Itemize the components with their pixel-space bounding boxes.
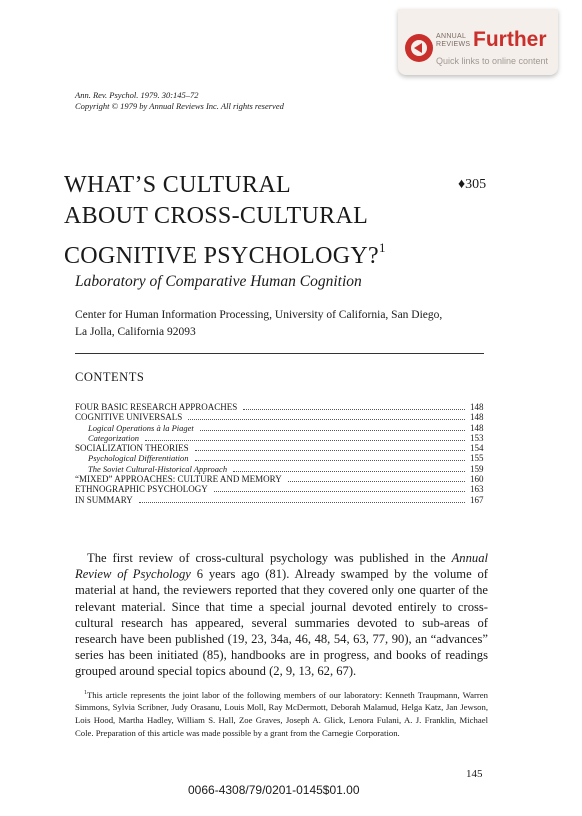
title-line: COGNITIVE PSYCHOLOGY?$^1$: [64, 240, 386, 269]
title-line: WHAT’S CULTURAL: [64, 172, 291, 198]
page-number: 145: [466, 768, 483, 780]
toc-leader-dots: [195, 450, 465, 451]
toc-leader-dots: [233, 471, 465, 472]
toc-entry-label: Psychological Differentiation: [88, 453, 189, 464]
annual-reviews-wordmark: ANNUAL REVIEWS: [436, 33, 471, 48]
toc-entry-page: 155: [470, 453, 484, 464]
body-paragraph: The first review of cross-cultural psychology was published in the Annual Review of Psychology 6 years ago (81). Already swamped by the volume of material at hand, the reviewers reported that they covered only one quarter of the relevant material. Since that time a special journal devoted entirely to cross-cultural research has appeared, several summaries devoted to sub-areas of research have been published (19, 23, 34a, 46, 48, 54, 63, 77, 90), an “advances” series has been initiated (85), handbooks are in progress, and books of readings grouped around special topics abound (2, 9, 13, 62, 67).: [75, 551, 488, 679]
toc-leader-dots: [243, 409, 465, 410]
divider: [75, 353, 484, 354]
toc-entry[interactable]: [75, 412, 486, 422]
title-footnote-mark[interactable]: 1: [378, 240, 386, 255]
toc-entry[interactable]: [75, 495, 486, 505]
toc-entry-label: The Soviet Cultural-Historical Approach: [88, 463, 228, 474]
author: Laboratory of Comparative Human Cognition: [75, 273, 362, 290]
article-title: [64, 170, 424, 272]
citation-line: Ann. Rev. Psychol. 1979. 30:145–72: [75, 90, 199, 100]
footnote: $^1$This article represents the joint labor of the following members of our laboratory: Kenneth Traupmann, Warren Simmons, Sylvia Scribner, Judy Orasanu, Louis Moll, Ray McDermott, Deborah Malamud, Helga Katz, Jan Jewson, Lois Hood, Martha Hadley, William S. Hall, Zoe Graves, Joseph A. Glick, Lenora Fulani, A. J. Franklin, Michael Cole. Preparation of this article was made possible by a grant from the Carnegie Corporation.: [75, 689, 488, 738]
toc-entry[interactable]: [75, 443, 486, 453]
toc-entry-page: 148: [470, 412, 484, 423]
toc-leader-dots: [214, 491, 465, 492]
toc-entry-label: “MIXED” APPROACHES: CULTURE AND MEMORY: [75, 474, 282, 485]
toc-entry-page: 160: [470, 474, 484, 485]
issn-code: 0066-4308/79/0201-0145$01.00: [188, 783, 360, 797]
toc-entry[interactable]: [75, 474, 486, 484]
journal-citation: [75, 90, 284, 112]
toc-entry[interactable]: [75, 433, 486, 443]
toc-entry[interactable]: [75, 423, 486, 433]
toc-entry-page: 163: [470, 484, 484, 495]
toc-leader-dots: [288, 481, 465, 482]
quick-links-text[interactable]: Quick links to online content: [436, 56, 549, 66]
footnote-mark: 1: [84, 690, 87, 696]
toc-entry[interactable]: [75, 464, 486, 474]
journal-name: Annual Review of Psychology: [75, 551, 488, 582]
title-line: ABOUT CROSS-CULTURAL: [64, 203, 369, 229]
affiliation: Center for Human Information Processing, University of California, San Diego, La Jolla, California 92093: [75, 309, 443, 338]
toc-leader-dots: [145, 440, 465, 441]
toc-entry-page: 148: [470, 422, 484, 433]
toc-entry[interactable]: [75, 484, 486, 494]
toc-entry[interactable]: [75, 402, 486, 412]
contents-heading: CONTENTS: [75, 370, 145, 384]
toc-leader-dots: [200, 430, 465, 431]
toc-entry-label: IN SUMMARY: [75, 494, 133, 505]
toc-entry-page: 154: [470, 443, 484, 454]
toc-entry-label: FOUR BASIC RESEARCH APPROACHES: [75, 402, 238, 412]
toc-entry-page: 159: [470, 463, 484, 474]
table-of-contents: [75, 402, 486, 505]
toc-entry-label: ETHNOGRAPHIC PSYCHOLOGY: [75, 484, 208, 495]
toc-entry-page: 153: [470, 432, 484, 443]
toc-entry-label: Logical Operations à la Piaget: [88, 422, 194, 433]
toc-entry-page: 148: [470, 402, 484, 412]
further-links-badge[interactable]: [398, 9, 558, 75]
annual-reviews-logo-icon: [405, 34, 433, 62]
copyright-line: Copyright © 1979 by Annual Reviews Inc. All rights reserved: [75, 101, 284, 111]
toc-entry-label: Categorization: [88, 432, 140, 443]
toc-entry-label: COGNITIVE UNIVERSALS: [75, 412, 183, 423]
toc-leader-dots: [139, 502, 465, 503]
further-label: Further: [473, 28, 547, 51]
toc-leader-dots: [188, 419, 465, 420]
toc-leader-dots: [195, 460, 466, 461]
toc-entry[interactable]: [75, 453, 486, 463]
toc-entry-page: 167: [470, 494, 484, 505]
toc-entry-label: SOCIALIZATION THEORIES: [75, 443, 189, 454]
article-code: ♦305: [458, 177, 487, 192]
